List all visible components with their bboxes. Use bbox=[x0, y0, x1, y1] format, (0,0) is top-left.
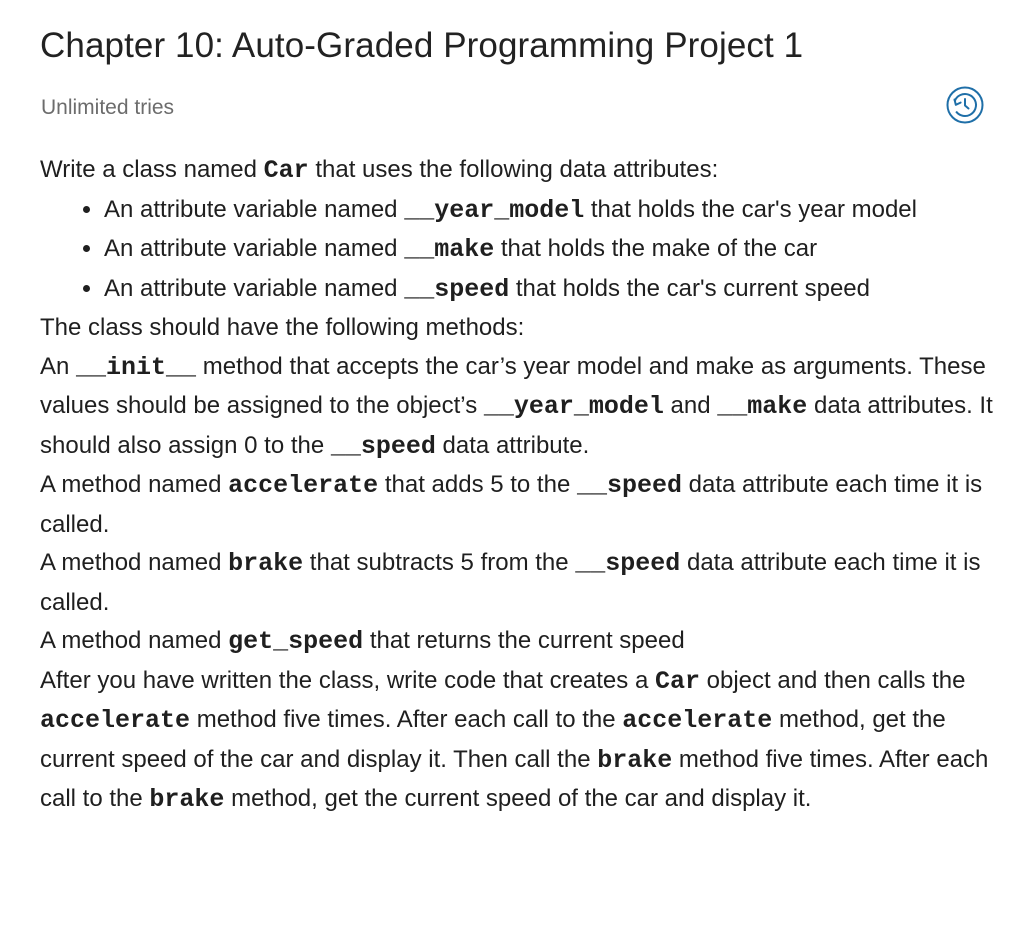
text: An attribute variable named bbox=[104, 195, 405, 223]
history-button[interactable] bbox=[946, 86, 984, 124]
code-speed: __speed bbox=[330, 431, 436, 461]
code-make: __make bbox=[717, 392, 808, 421]
text: data attributes. It should also assign 0 to the bbox=[40, 392, 993, 459]
init-paragraph bbox=[40, 348, 1000, 467]
text: method five times. After each call to the bbox=[40, 745, 989, 812]
text: object and then calls the bbox=[699, 666, 966, 694]
attribute-list bbox=[40, 191, 1000, 310]
page-title: Chapter 10: Auto-Graded Programming Project 1 bbox=[40, 26, 804, 65]
list-item bbox=[104, 270, 1000, 310]
text: data attribute. bbox=[435, 431, 590, 459]
code-init: __init__ bbox=[76, 352, 197, 382]
code-car: Car bbox=[263, 156, 309, 185]
history-icon bbox=[946, 86, 984, 124]
text: A method named bbox=[40, 471, 229, 498]
methods-heading: The class should have the following methods: bbox=[40, 314, 525, 341]
text: data attribute each time it is called. bbox=[40, 471, 983, 538]
text: An attribute variable named bbox=[104, 274, 405, 302]
code-accelerate: accelerate bbox=[40, 706, 191, 735]
text: method that accepts the car’s year model and make as arguments. These values should be assigned to the object’s bbox=[40, 352, 986, 419]
text: method five times. After each call to the bbox=[190, 706, 623, 733]
text: A method named bbox=[40, 549, 229, 576]
accelerate-paragraph bbox=[40, 466, 1000, 544]
code-car: Car bbox=[654, 666, 700, 696]
text: that subtracts 5 from the bbox=[303, 549, 576, 576]
intro-paragraph bbox=[40, 151, 1000, 191]
text: An attribute variable named bbox=[104, 235, 405, 262]
text: that returns the current speed bbox=[363, 627, 685, 654]
problem-description bbox=[40, 151, 1000, 820]
code-accelerate: accelerate bbox=[622, 706, 773, 735]
text: Write a class named bbox=[40, 156, 264, 183]
text: that adds 5 to the bbox=[378, 471, 577, 498]
code-accelerate: accelerate bbox=[228, 471, 379, 500]
code-speed: __speed bbox=[575, 549, 681, 578]
text: method, get the current speed of the car and display it. Then call the bbox=[40, 706, 946, 773]
list-item bbox=[104, 230, 1000, 270]
tries-label: Unlimited tries bbox=[41, 96, 175, 119]
code-speed: __speed bbox=[404, 274, 510, 304]
list-item bbox=[104, 191, 1000, 231]
instructions-paragraph bbox=[40, 662, 1000, 820]
text: method, get the current speed of the car and display it. bbox=[224, 785, 812, 812]
text: and bbox=[663, 392, 718, 419]
code-speed: __speed bbox=[576, 471, 682, 500]
text: After you have written the class, write code that creates a bbox=[40, 666, 655, 694]
code-make: __make bbox=[404, 235, 495, 264]
text: that holds the make of the car bbox=[494, 235, 818, 262]
text: that holds the car's year model bbox=[584, 195, 917, 223]
text: that uses the following data attributes: bbox=[308, 156, 719, 183]
text: An bbox=[40, 352, 77, 380]
get-speed-paragraph bbox=[40, 622, 1000, 662]
code-year-model: __year_model bbox=[483, 392, 664, 421]
text: data attribute each time it is called. bbox=[40, 549, 981, 616]
code-brake: brake bbox=[228, 549, 304, 578]
code-brake: brake bbox=[597, 745, 673, 775]
text: that holds the car's current speed bbox=[509, 274, 871, 302]
text: A method named bbox=[40, 627, 229, 654]
code-brake: brake bbox=[149, 785, 225, 814]
code-year-model: __year_model bbox=[404, 195, 585, 225]
code-get-speed: get_speed bbox=[228, 627, 364, 656]
brake-paragraph bbox=[40, 544, 1000, 622]
